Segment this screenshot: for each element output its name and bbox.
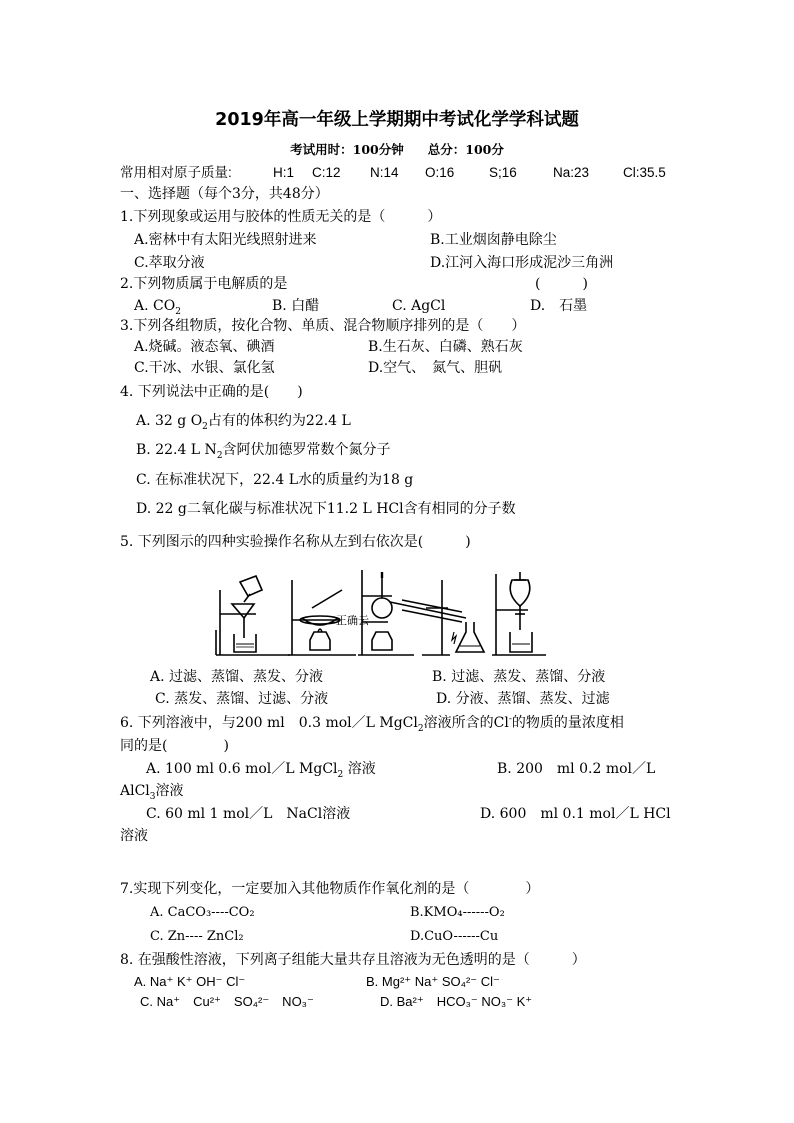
exam-info — [0, 140, 794, 158]
q2-option-a — [134, 297, 181, 315]
q7-stem: 7.实现下列变化，一定要加入其他物质作作氧化剂的是（ ） — [120, 881, 540, 897]
q6-a-text: A. 100 ml 0.6 mol／L MgCl — [146, 761, 338, 777]
exam-time: 考试用时：100分钟 — [290, 142, 404, 157]
q6-option-b-cont — [120, 782, 184, 800]
q6-stem-sup: - — [508, 714, 512, 725]
q5-option-a: A. 过滤、蒸馏、蒸发、分液 — [150, 669, 324, 685]
q2-a-text: A. CO — [134, 298, 176, 314]
q2-stem: 2.下列物质属于电解质的是 — [120, 276, 288, 292]
q8-option-b: B. Mg²⁺ Na⁺ SO₄²⁻ Cl⁻ — [366, 974, 500, 989]
q1-option-d: D.江河入海口形成泥沙三角洲 — [430, 255, 614, 271]
q1-option-c: C.萃取分液 — [134, 255, 205, 271]
q4-option-c: C. 在标准状况下，22.4 L水的质量约为18 g — [136, 472, 414, 488]
q5-option-c: C. 蒸发、蒸馏、过滤、分液 — [155, 691, 329, 707]
distillation-apparatus — [358, 570, 466, 655]
q2-option-c: C. AgCl — [392, 298, 446, 314]
q1-stem: 1.下列现象或运用与胶体的性质无关的是（ ） — [120, 209, 442, 225]
q8-option-d: D. Ba²⁺ HCO₃⁻ NO₃⁻ K⁺ — [380, 994, 533, 1009]
atomic-masses-label: 常用相对原子质量: — [120, 165, 232, 180]
q7-option-c: C. Zn---- ZnCl₂ — [150, 929, 244, 944]
separatory-funnel-apparatus — [492, 572, 546, 655]
q6-b-cont-text-end: 溶液 — [155, 783, 184, 799]
filtration-apparatus — [216, 576, 290, 655]
section-title: 一、选择题（每个3分，共48分） — [120, 186, 329, 202]
q6-b-cont-text: AlCl — [120, 783, 150, 799]
q5-option-d: D. 分液、蒸馏、蒸发、过滤 — [436, 691, 610, 707]
q4-option-d: D. 22 g二氧化碳与标准状况下11.2 L HCl含有相同的分子数 — [136, 501, 516, 517]
q3-option-c: C.干冰、水银、氯化氢 — [134, 360, 275, 376]
mass-c: C:12 — [312, 165, 341, 180]
q6-option-d: D. 600 ml 0.1 mol／L HCl — [480, 806, 671, 822]
exam-title: 2019年高一年级上学期期中考试化学学科试题 — [215, 110, 579, 130]
mass-s: S;16 — [489, 165, 517, 180]
q6-option-a — [146, 760, 376, 778]
q4-a-text-end: 占有的体积约为22.4 L — [207, 413, 351, 429]
q7-option-d: D.CuO------Cu — [410, 929, 499, 944]
q6-a-sub: 2 — [337, 769, 344, 780]
q8-stem: 8. 在强酸性溶液，下列离子组能大量共存且溶液为无色透明的是（ ） — [120, 952, 586, 968]
q7-option-b: B.KMO₄------O₂ — [410, 905, 505, 920]
conical-flask — [456, 622, 484, 652]
q6-stem-text-end: 的物质的量浓度相 — [511, 715, 624, 731]
q4-b-text: B. 22.4 L N — [136, 442, 217, 458]
mass-o: O:16 — [425, 165, 455, 180]
q7-option-a: A. CaCO₃----CO₂ — [150, 905, 255, 920]
q4-b-text-end: 含阿伏加德罗常数个氮分子 — [222, 442, 391, 458]
q4-option-b — [136, 441, 391, 459]
q2-answer-paren: ( ) — [535, 276, 588, 292]
q4-a-sub: 2 — [202, 421, 208, 432]
q2-a-sub: 2 — [175, 306, 181, 317]
q6-stem-text: 6. 下列溶液中，与200 ml 0.3 mol／L MgCl — [120, 715, 418, 731]
q1-option-b: B.工业烟囱静电除尘 — [430, 232, 557, 248]
q6-a-text-end: 溶液 — [343, 761, 376, 777]
mass-cl: Cl:35.5 — [623, 165, 666, 180]
q3-option-d: D.空气、 氮气、胆矾 — [368, 360, 503, 376]
q5-option-b: B. 过滤、蒸发、蒸馏、分液 — [432, 669, 606, 685]
q1-option-a: A.密林中有太阳光线照射进来 — [134, 232, 317, 248]
mass-na: Na:23 — [553, 165, 590, 180]
q6-b-cont-sub: 3 — [149, 791, 156, 802]
q2-option-d: D. 石墨 — [530, 298, 588, 314]
q3-option-b: B.生石灰、白磷、熟石灰 — [368, 339, 523, 355]
q6-stem-text-mid: 溶液所含的Cl — [423, 715, 509, 731]
q4-b-sub: 2 — [216, 450, 223, 461]
q6-option-b: B. 200 ml 0.2 mol／L — [497, 761, 656, 777]
q6-option-d-cont: 溶液 — [120, 828, 148, 844]
q4-stem: 4. 下列说法中正确的是( ) — [120, 384, 303, 400]
q8-option-c: C. Na⁺ Cu²⁺ SO₄²⁻ NO₃⁻ — [140, 994, 314, 1009]
q8-option-a: A. Na⁺ K⁺ OH⁻ Cl⁻ — [134, 974, 246, 989]
watermark-text: 正确云 — [336, 614, 369, 627]
atomic-masses — [120, 164, 666, 182]
q3-option-a: A.烧碱。液态氧、碘酒 — [134, 339, 275, 355]
q6-stem-line2: 同的是( ) — [120, 738, 229, 754]
q4-a-text: A. 32 g O — [136, 413, 203, 429]
mass-h: H:1 — [273, 165, 295, 180]
q3-stem: 3.下列各组物质，按化合物、单质、混合物顺序排列的是（ ） — [120, 318, 526, 334]
q6-stem — [120, 714, 624, 732]
mass-n: N:14 — [370, 165, 399, 180]
total-score: 总分：100分 — [427, 142, 504, 157]
q4-option-a — [136, 412, 351, 430]
q6-option-c: C. 60 ml 1 mol／L NaCl溶液 — [146, 806, 351, 822]
q5-stem: 5. 下列图示的四种实验操作名称从左到右依次是( ) — [120, 534, 471, 550]
q2-option-b: B. 白醋 — [272, 298, 320, 314]
lab-apparatus-figure — [210, 560, 550, 660]
q6-stem-sub: 2 — [417, 723, 424, 734]
